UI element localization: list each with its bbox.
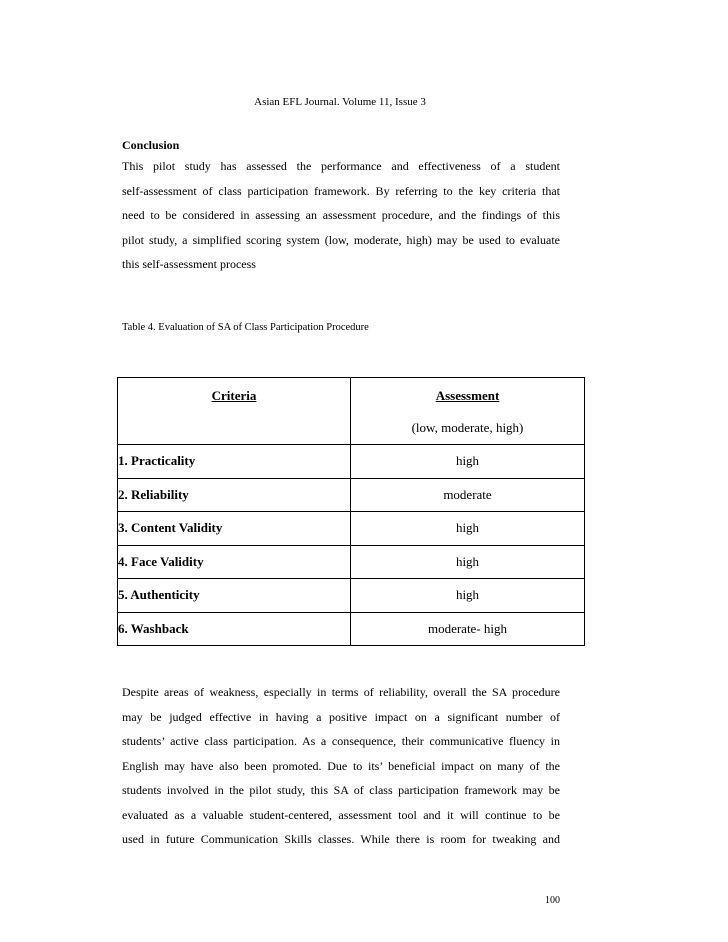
table-row <box>118 545 585 579</box>
conclusion-paragraph <box>122 159 560 282</box>
paragraph-line: used in future Communication Skills classes. While there is room for tweaking and <box>122 832 560 846</box>
assessment-cell: high <box>351 579 585 613</box>
paragraph-line: this self-assessment process <box>122 257 256 271</box>
section-heading: Conclusion <box>122 138 180 152</box>
assessment-cell: high <box>351 445 585 479</box>
table-row <box>118 478 585 512</box>
criteria-header: Criteria <box>211 388 257 403</box>
paragraph-line: pilot study, a simplified scoring system (low, moderate, high) may be used to evaluate <box>122 232 560 247</box>
paragraph-line: students involved in the pilot study, this SA of class participation framework may be <box>122 783 560 797</box>
assessment-header: Assessment <box>435 388 500 403</box>
table-row <box>118 445 585 479</box>
paragraph-line: English may have also been promoted. Due to its’ beneficial impact on many of the <box>122 758 560 773</box>
assessment-scale: (low, moderate, high) <box>411 420 524 435</box>
assessment-header-cell <box>351 378 585 445</box>
paragraph-line: This pilot study has assessed the performance and effectiveness of a student <box>122 159 560 173</box>
table-row <box>118 579 585 613</box>
criteria-cell: 5. Authenticity <box>118 579 351 613</box>
table-header-row <box>118 378 585 445</box>
assessment-cell: moderate <box>351 478 585 512</box>
paragraph-line: Despite areas of weakness, especially in terms of reliability, overall the SA procedure <box>122 685 560 699</box>
criteria-cell: 6. Washback <box>118 612 351 646</box>
table-row <box>118 612 585 646</box>
paragraph-line: self-assessment of class participation framework. By referring to the key criteria that <box>122 183 560 198</box>
criteria-cell: 1. Practicality <box>118 445 351 479</box>
assessment-cell: high <box>351 545 585 579</box>
criteria-cell: 3. Content Validity <box>118 512 351 546</box>
criteria-cell: 2. Reliability <box>118 478 351 512</box>
criteria-header-cell <box>118 378 351 445</box>
page-number: 100 <box>545 895 560 906</box>
assessment-cell: high <box>351 512 585 546</box>
evaluation-table <box>117 377 585 646</box>
paragraph-line: need to be considered in assessing an assessment procedure, and the findings of this <box>122 208 560 222</box>
paragraph-line: may be judged effective in having a positive impact on a significant number of <box>122 709 560 724</box>
table-row <box>118 512 585 546</box>
table-caption: Table 4. Evaluation of SA of Class Participation Procedure <box>122 322 369 333</box>
running-header: Asian EFL Journal. Volume 11, Issue 3 <box>254 96 426 108</box>
paragraph-line: students’ active class participation. As a consequence, their communicative fluency in <box>122 734 560 748</box>
paragraph-line: evaluated as a valuable student-centered, assessment tool and it will continue to be <box>122 807 560 822</box>
criteria-cell: 4. Face Validity <box>118 545 351 579</box>
assessment-cell: moderate- high <box>351 612 585 646</box>
discussion-paragraph <box>122 685 560 857</box>
